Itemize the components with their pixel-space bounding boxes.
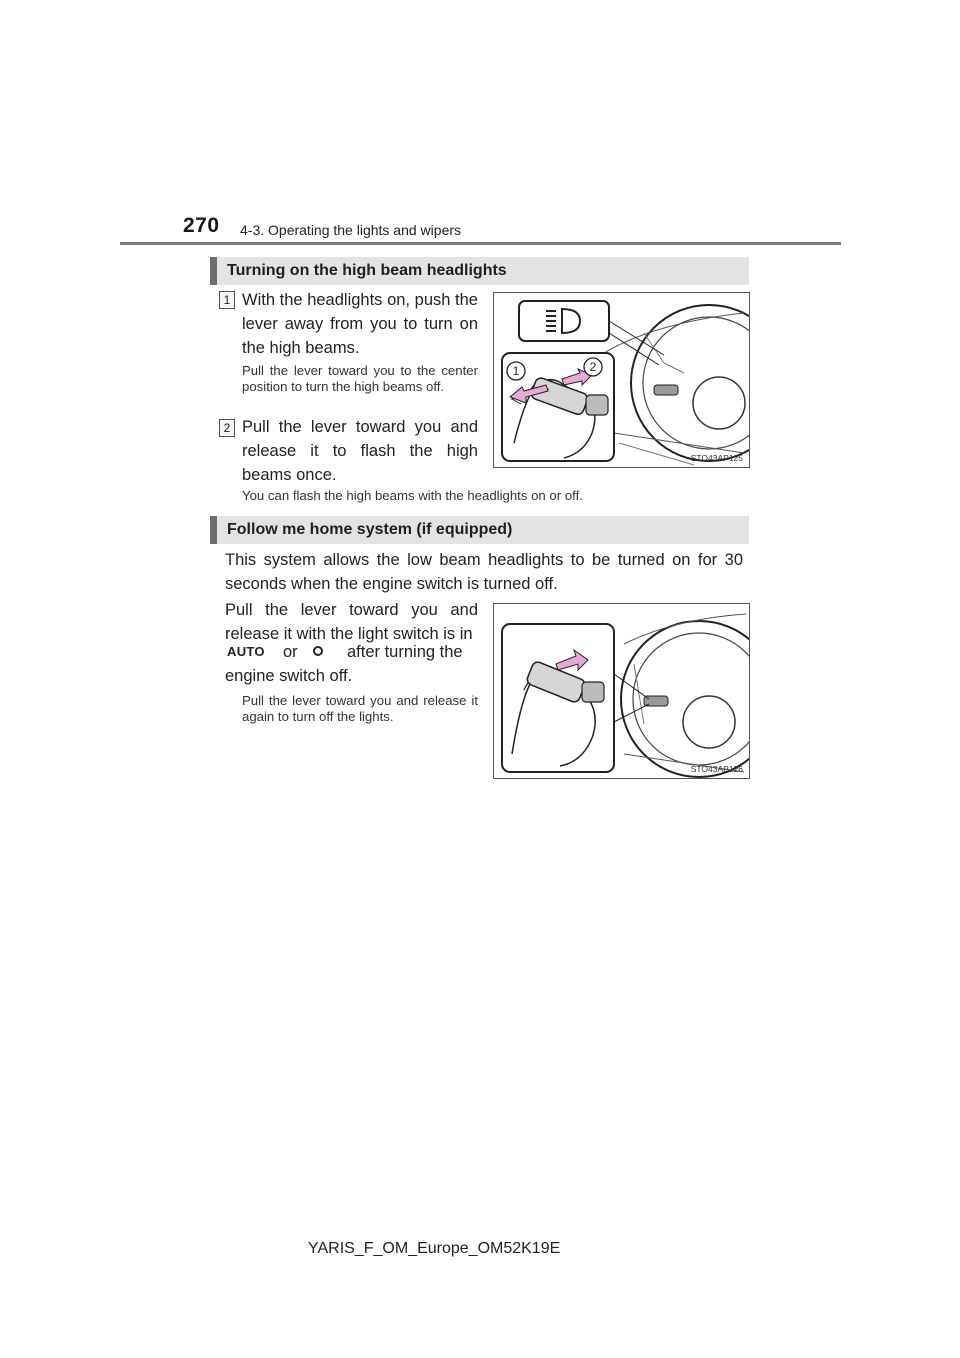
section-heading-follow-me-home: Follow me home system (if equipped) — [210, 516, 749, 544]
follow-me-home-note: Pull the lever toward you and release it again to turn off the lights. — [242, 693, 478, 724]
step-1-text: With the headlights on, push the lever away from you to turn on the high beams. — [242, 291, 478, 357]
page-number: 270 — [183, 214, 220, 237]
flash-note: You can flash the high beams with the headlights on or off. — [242, 488, 583, 503]
instruction-after: after turning the — [347, 643, 463, 661]
figure-code: STO43AP126 — [690, 764, 743, 774]
figure-follow-me-home-lever — [493, 603, 750, 779]
instruction-or: or — [283, 643, 298, 661]
section-heading-high-beam: Turning on the high beam headlights — [210, 257, 749, 285]
callout-1: 1 — [512, 364, 520, 378]
step-marker-2: 2 — [219, 419, 235, 437]
illustration-lever-dashboard — [494, 293, 749, 467]
illustration-lever-pull — [494, 604, 749, 778]
section-title: 4-3. Operating the lights and wipers — [240, 222, 462, 238]
step-1-note: Pull the lever toward you to the center position to turn the high beams off. — [242, 363, 478, 394]
header-divider — [120, 242, 841, 245]
step-marker-1: 1 — [219, 291, 235, 309]
figure-code: STO43AP125 — [690, 453, 743, 463]
figure-high-beam-lever — [493, 292, 750, 468]
follow-me-home-instruction-1: Pull the lever toward you and release it with the light switch is in — [225, 601, 478, 643]
instruction-engine-off: engine switch off. — [225, 667, 353, 685]
callout-2: 2 — [589, 360, 597, 374]
document-id: YARIS_F_OM_Europe_OM52K19E — [308, 1240, 561, 1257]
follow-me-home-intro: This system allows the low beam headlights to be turned on for 30 seconds when the engine switch is turned off. — [225, 551, 743, 593]
step-2-text: Pull the lever toward you and release it to flash the high beams once. — [242, 418, 478, 484]
auto-mode-icon: AUTO — [227, 644, 265, 659]
off-position-icon — [313, 646, 323, 656]
